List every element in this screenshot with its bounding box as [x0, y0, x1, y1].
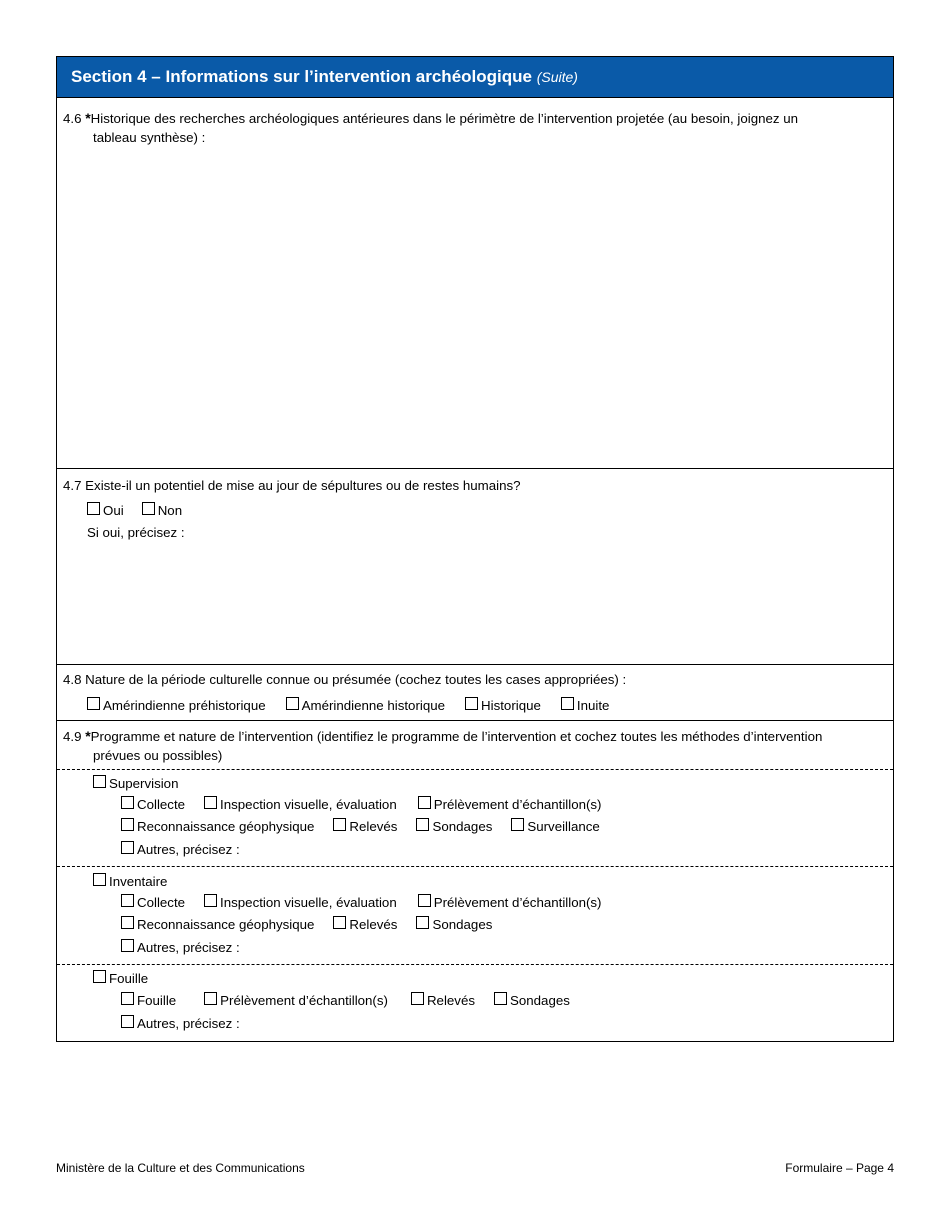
autres-label: Autres, précisez :: [137, 1016, 240, 1031]
non-checkbox[interactable]: [142, 502, 155, 515]
method-reconnaissance-geophysique[interactable]: [121, 819, 314, 834]
method-inspection-visuelle[interactable]: [204, 895, 397, 910]
question-4-9: [57, 721, 893, 1041]
option-amerindienne-historique[interactable]: [286, 698, 445, 713]
checkbox[interactable]: [418, 894, 431, 907]
method-label: Surveillance: [527, 819, 600, 834]
method-fouille[interactable]: [121, 993, 176, 1008]
question-text: Historique des recherches archéologiques antérieures dans le périmètre de l’intervention projetée (au besoin, joignez un: [90, 111, 799, 126]
question-text: 4.8 Nature de la période culturelle connue ou présumée (cochez toutes les cases appropriées) :: [63, 672, 627, 687]
inventaire-checkbox[interactable]: [93, 873, 106, 886]
method-label: Prélèvement d’échantillon(s): [433, 797, 602, 812]
method-label: Inspection visuelle, évaluation: [220, 895, 397, 910]
method-label: Prélèvement d’échantillon(s): [220, 993, 388, 1008]
checkbox[interactable]: [561, 697, 574, 710]
checkbox[interactable]: [416, 916, 429, 929]
question-text: 4.7 Existe-il un potentiel de mise au jour de sépultures ou de restes humains?: [63, 478, 521, 493]
program-supervision: [57, 769, 893, 867]
question-text-continued: prévues ou possibles): [93, 748, 223, 763]
section-4-form: [56, 56, 894, 1042]
precisez-label: Si oui, précisez :: [87, 525, 185, 540]
periode-options: [87, 698, 627, 713]
method-label: Prélèvement d’échantillon(s): [433, 895, 602, 910]
checkbox[interactable]: [416, 818, 429, 831]
option-oui[interactable]: [87, 503, 124, 518]
method-prelevement[interactable]: [204, 993, 388, 1008]
checkbox[interactable]: [121, 916, 134, 929]
checkbox[interactable]: [204, 796, 217, 809]
method-releves[interactable]: [333, 917, 397, 932]
method-releves[interactable]: [333, 819, 397, 834]
method-prelevement[interactable]: [418, 797, 602, 812]
supervision-checkbox[interactable]: [93, 775, 106, 788]
checkbox[interactable]: [511, 818, 524, 831]
question-4-6: [57, 98, 893, 469]
autres-checkbox[interactable]: [121, 1015, 134, 1028]
checkbox[interactable]: [121, 992, 134, 1005]
method-sondages[interactable]: [494, 993, 570, 1008]
method-label: Fouille: [137, 993, 177, 1008]
option-label: Amérindienne préhistorique: [103, 698, 266, 713]
checkbox[interactable]: [418, 796, 431, 809]
checkbox[interactable]: [121, 796, 134, 809]
section-suite: (Suite): [536, 69, 578, 85]
required-star: *: [85, 728, 91, 744]
method-collecte[interactable]: [121, 797, 185, 812]
question-number: 4.6: [63, 111, 82, 126]
method-label: Sondages: [432, 819, 493, 834]
method-prelevement[interactable]: [418, 895, 602, 910]
option-label: Inuite: [576, 698, 610, 713]
checkbox[interactable]: [87, 697, 100, 710]
method-sondages[interactable]: [416, 917, 492, 932]
option-label: Non: [157, 503, 183, 518]
checkbox[interactable]: [333, 916, 346, 929]
method-label: Relevés: [426, 993, 475, 1008]
checkbox[interactable]: [121, 818, 134, 831]
method-label: Relevés: [349, 917, 398, 932]
option-label: Amérindienne historique: [301, 698, 446, 713]
checkbox[interactable]: [494, 992, 507, 1005]
program-inventaire: [57, 866, 893, 965]
answer-area[interactable]: [63, 148, 887, 462]
checkbox[interactable]: [411, 992, 424, 1005]
footer-ministry: Ministère de la Culture et des Communications: [56, 1161, 305, 1175]
program-label: Inventaire: [109, 874, 168, 889]
autres-checkbox[interactable]: [121, 841, 134, 854]
method-surveillance[interactable]: [511, 819, 599, 834]
method-label: Inspection visuelle, évaluation: [220, 797, 397, 812]
option-inuite[interactable]: [561, 698, 610, 713]
method-inspection-visuelle[interactable]: [204, 797, 397, 812]
question-text-continued: tableau synthèse) :: [93, 130, 206, 145]
required-star: *: [85, 110, 91, 126]
option-label: Historique: [481, 698, 541, 713]
checkbox[interactable]: [204, 894, 217, 907]
program-label: Fouille: [109, 971, 149, 986]
checkbox[interactable]: [204, 992, 217, 1005]
method-sondages[interactable]: [416, 819, 492, 834]
option-label: Oui: [103, 503, 124, 518]
autres-label: Autres, précisez :: [137, 940, 240, 955]
autres-label: Autres, précisez :: [137, 842, 240, 857]
question-4-7: [57, 469, 893, 665]
program-label: Supervision: [109, 776, 179, 791]
question-4-8: [57, 665, 893, 721]
method-reconnaissance-geophysique[interactable]: [121, 917, 314, 932]
oui-checkbox[interactable]: [87, 502, 100, 515]
option-non[interactable]: [142, 503, 182, 518]
fouille-checkbox[interactable]: [93, 970, 106, 983]
option-amerindienne-prehistorique[interactable]: [87, 698, 266, 713]
method-label: Collecte: [137, 895, 186, 910]
question-text: Programme et nature de l’intervention (identifiez le programme de l’intervention et cochez toutes les méthodes d’intervention: [90, 729, 823, 744]
program-fouille: [57, 964, 893, 1042]
checkbox[interactable]: [121, 894, 134, 907]
answer-area[interactable]: [87, 545, 887, 658]
question-number: 4.9: [63, 729, 82, 744]
footer-page-number: Formulaire – Page 4: [785, 1161, 894, 1175]
option-historique[interactable]: [465, 698, 541, 713]
method-label: Collecte: [137, 797, 186, 812]
method-label: Sondages: [510, 993, 570, 1008]
checkbox[interactable]: [333, 818, 346, 831]
method-label: Sondages: [432, 917, 493, 932]
autres-checkbox[interactable]: [121, 939, 134, 952]
method-label: Reconnaissance géophysique: [137, 819, 315, 834]
method-releves[interactable]: [411, 993, 475, 1008]
checkbox[interactable]: [465, 697, 478, 710]
section-header: [57, 57, 893, 98]
oui-non-options: [87, 503, 200, 518]
method-collecte[interactable]: [121, 895, 185, 910]
method-label: Relevés: [349, 819, 398, 834]
method-label: Reconnaissance géophysique: [137, 917, 315, 932]
section-title: Section 4 – Informations sur l’intervention archéologique: [71, 67, 532, 86]
checkbox[interactable]: [286, 697, 299, 710]
